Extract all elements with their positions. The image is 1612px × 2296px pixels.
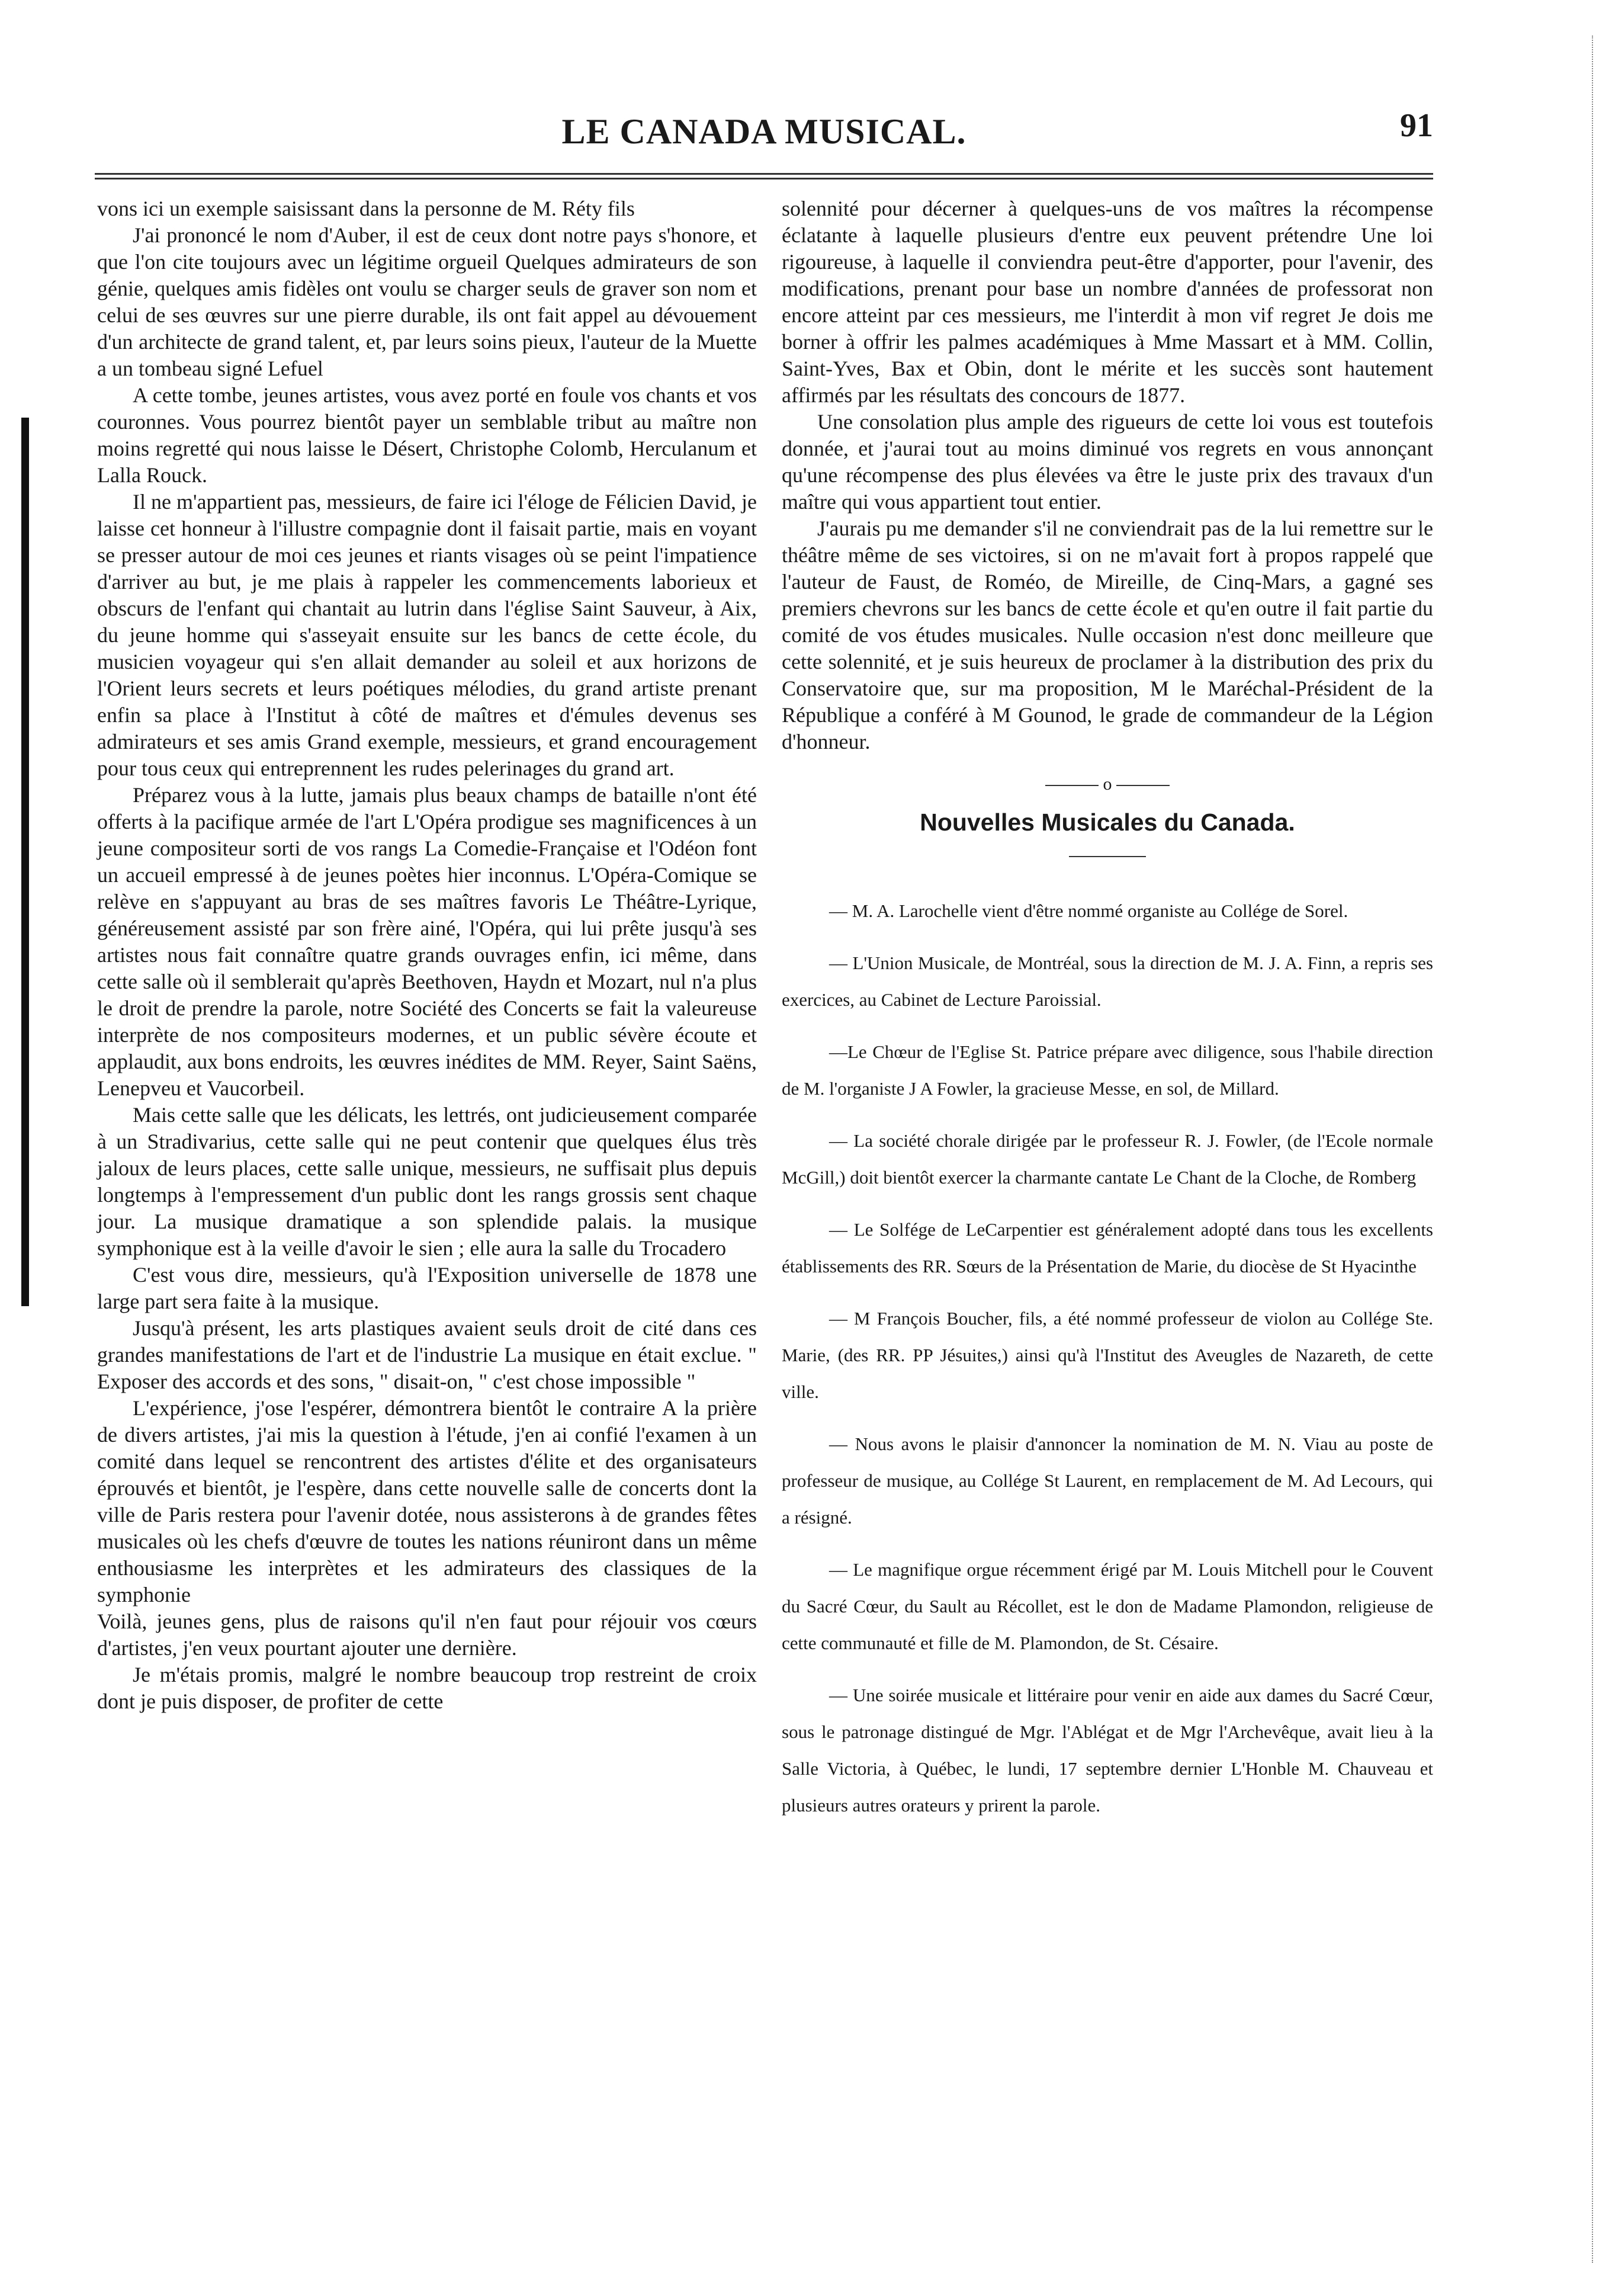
news-item: — Nous avons le plaisir d'annoncer la nomination de M. N. Viau au poste de professeur de musique, au Collége St Laurent, en remplacement de M. Ad Lecours, qui a résigné.	[782, 1434, 1433, 1528]
margin-bar	[21, 418, 29, 1306]
right-column-text	[782, 195, 1433, 755]
body-paragraph: J'ai prononcé le nom d'Auber, il est de ceux dont notre pays s'honore, et que l'on cite toujours avec un légitime orgueil Quelques admirateurs de son génie, quelques amis fidèles ont voulu se charger seuls de graver son nom et celui de ses œuvres sur une pierre durable, ils ont fait appel au dévouement d'un architecte de grand talent, et, par leurs soins pieux, l'auteur de la Muette a un tombeau signé Lefuel	[97, 223, 757, 380]
news-item: —Le Chœur de l'Eglise St. Patrice prépare avec diligence, sous l'habile direction de M. l'organiste J A Fowler, la gracieuse Messe, en sol, de Millard.	[782, 1041, 1433, 1099]
news-item: — M François Boucher, fils, a été nommé professeur de violon au Collége Ste. Marie, (des RR. PP Jésuites,) ainsi qu'à l'Institut des Aveugles de Nazareth, de cette ville.	[782, 1308, 1433, 1402]
header-rule	[95, 173, 1433, 175]
body-paragraph: A cette tombe, jeunes artistes, vous avez porté en foule vos chants et vos couronnes. Vous pourrez bientôt payer un semblable tribut au maître non moins regretté qui nous laisse le Désert, Christophe Colomb, Herculanum et Lalla Rouck.	[97, 383, 757, 487]
body-paragraph: Une consolation plus ample des rigueurs de cette loi vous est toutefois donnée, et j'aurai tout au moins diminué vos regrets en vous annonçant qu'une récompense des plus élevées va être le juste prix des travaux d'un maître qui vous appartient tout entier.	[782, 410, 1433, 514]
news-list	[782, 893, 1433, 1824]
news-item: — Le Solfége de LeCarpentier est généralement adopté dans tous les excellents établissements des RR. Sœurs de la Présentation de Marie, du diocèse de St Hyacinthe	[782, 1219, 1433, 1277]
journal-title: LE CANADA MUSICAL.	[561, 112, 966, 151]
left-column	[97, 195, 757, 1715]
body-paragraph: C'est vous dire, messieurs, qu'à l'Exposition universelle de 1878 une large part sera faite à la musique.	[97, 1263, 757, 1313]
news-item: — Une soirée musicale et littéraire pour venir en aide aux dames du Sacré Cœur, sous le patronage distingué de Mgr. l'Ablégat et de Mgr l'Archevêque, avait lieu à la Salle Victoria, à Québec, le lundi, 17 septembre dernier L'Honble M. Chauveau et plusieurs autres orateurs y prirent la parole.	[782, 1685, 1433, 1816]
separator-mark: o	[1103, 774, 1112, 794]
body-paragraph: Mais cette salle que les délicats, les lettrés, ont judicieusement comparée à un Stradivarius, cette salle qui ne peut contenir que quelques élus très jaloux de leurs places, cette salle unique, messieurs, ne suffisait plus depuis longtemps à l'empressement d'un public dont les rangs grossis sent chaque jour. La musique dramatique a son splendide palais. la musique symphonique est à la veille d'avoir le sien ; elle aura la salle du Trocadero	[97, 1103, 757, 1260]
body-paragraph: vons ici un exemple saisissant dans la personne de M. Réty fils	[97, 197, 635, 220]
news-title-rule	[1069, 856, 1146, 857]
body-paragraph: Voilà, jeunes gens, plus de raisons qu'il n'en faut pour réjouir vos cœurs d'artistes, j'en veux pourtant ajouter une dernière.	[97, 1609, 757, 1660]
page-edge	[1592, 36, 1604, 2263]
news-item: — L'Union Musicale, de Montréal, sous la direction de M. J. A. Finn, a repris ses exercices, au Cabinet de Lecture Paroissial.	[782, 953, 1433, 1010]
page-number: 91	[1400, 107, 1433, 144]
right-column	[782, 195, 1433, 1839]
news-item: — La société chorale dirigée par le professeur R. J. Fowler, (de l'Ecole normale McGill,) doit bientôt exercer la charmante cantate Le Chant de la Cloche, de Romberg	[782, 1130, 1433, 1188]
body-paragraph: J'aurais pu me demander s'il ne conviendrait pas de la lui remettre sur le théâtre même de ses victoires, si on ne m'avait fort à propos rappelé que l'auteur de Faust, de Roméo, de Mireille, de Cinq-Mars, a gagné ses premiers chevrons sur les bancs de cette école et qu'en outre il fait partie du comité de vos études musicales. Nulle occasion n'est donc meilleure que cette solennité, et je suis heureux de proclamer à la distribution des prix du Conservatoire que, sur ma proposition, M le Maréchal-Président de la République a conféré à M Gounod, le grade de commandeur de la Légion d'honneur.	[782, 517, 1433, 753]
header-rule-secondary	[95, 178, 1433, 179]
body-paragraph: Préparez vous à la lutte, jamais plus beaux champs de bataille n'ont été offerts à la pacifique armée de l'art L'Opéra prodigue ses magnificences à un jeune compositeur sorti de vos rangs La Comedie-Française et l'Odéon font un accueil empressé à de jeunes poètes hier inconnus. L'Opéra-Comique se relève en s'appuyant au bras de ses maîtres favoris Le Théâtre-Lyrique, généreusement assisté par son frère ainé, l'Opéra, qui lui prête jusqu'à ses artistes nous fait connaître quatre grands ouvrages enfin, ici même, dans cette salle où il semblerait qu'après Beethoven, Haydn et Mozart, nul n'a plus le droit de prendre la parole, notre Société des Concerts se fait la valeureuse interprète de nos compositeurs modernes, et un public sévère écoute et applaudit, aux bons endroits, les œuvres inédites de MM. Reyer, Saint Saëns, Lenepveu et Vaucorbeil.	[97, 783, 757, 1100]
body-paragraph: Il ne m'appartient pas, messieurs, de faire ici l'éloge de Félicien David, je laisse cet honneur à l'illustre compagnie dont il faisait partie, mais en voyant se presser autour de moi ces jeunes et riants visages où se peint l'impatience d'arriver au but, je me plais à rappeler les commencements laborieux et obscurs de l'enfant qui chantait au lutrin dans l'église Saint Sauveur, à Aix, du jeune homme qui s'asseyait ensuite sur les bancs de cette école, du musicien voyageur qui s'en allait demander au soleil et aux horizons de l'Orient leurs secrets et leurs poétiques mélodies, du grand artiste prenant enfin sa place à l'Institut à côté de maîtres et d'émules devenus ses admirateurs et ses amis Grand exemple, messieurs, et grand encouragement pour tous ceux qui entreprennent les rudes pelerinages du grand art.	[97, 490, 757, 780]
body-paragraph: L'expérience, j'ose l'espérer, démontrera bientôt le contraire A la prière de divers artistes, j'ai mis la question à l'étude, j'en ai confié l'examen à un comité dans lequel se rencontrent des artistes d'élite et des organisateurs éprouvés et bientôt, je l'espère, dans cette nouvelle salle de concerts dont la ville de Paris restera pour l'avenir dotée, nous assisterons à de grandes fêtes musicales où les chefs d'œuvre de toutes les nations réuniront dans un même enthousiasme les interprètes et les admirateurs des classiques de la symphonie	[97, 1396, 757, 1606]
news-section-title: Nouvelles Musicales du Canada.	[920, 809, 1295, 836]
body-paragraph: Je m'étais promis, malgré le nombre beaucoup trop restreint de croix dont je puis disposer, de profiter de cette	[97, 1663, 757, 1713]
section-separator	[782, 771, 1433, 797]
news-item: — M. A. Larochelle vient d'être nommé organiste au Collége de Sorel.	[829, 900, 1348, 921]
body-paragraph: Jusqu'à présent, les arts plastiques avaient seuls droit de cité dans ces grandes manifestations de l'art et de l'industrie La musique en était exclue. " Exposer des accords et des sons, " disait-on, " c'est chose impossible "	[97, 1316, 757, 1393]
body-paragraph: solennité pour décerner à quelques-uns de vos maîtres la récompense éclatante à laquelle plusieurs d'entre eux peuvent prétendre Une loi rigoureuse, à laquelle il conviendra peut-être d'apporter, pour l'avenir, des modifications, prenant pour base un nombre d'années de professorat non encore atteint par ces messieurs, me l'interdit à mon vif regret Je dois me borner à offrir les palmes académiques à Mme Massart et à MM. Collin, Saint-Yves, Bax et Obin, dont le mérite et les succès sont hautement affirmés par les résultats des concours de 1877.	[782, 197, 1433, 407]
news-item: — Le magnifique orgue récemment érigé par M. Louis Mitchell pour le Couvent du Sacré Cœur, du Sault au Récollet, est le don de Madame Plamondon, religieuse de cette communauté et fille de M. Plamondon, de St. Césaire.	[782, 1559, 1433, 1653]
page-header	[95, 107, 1433, 154]
